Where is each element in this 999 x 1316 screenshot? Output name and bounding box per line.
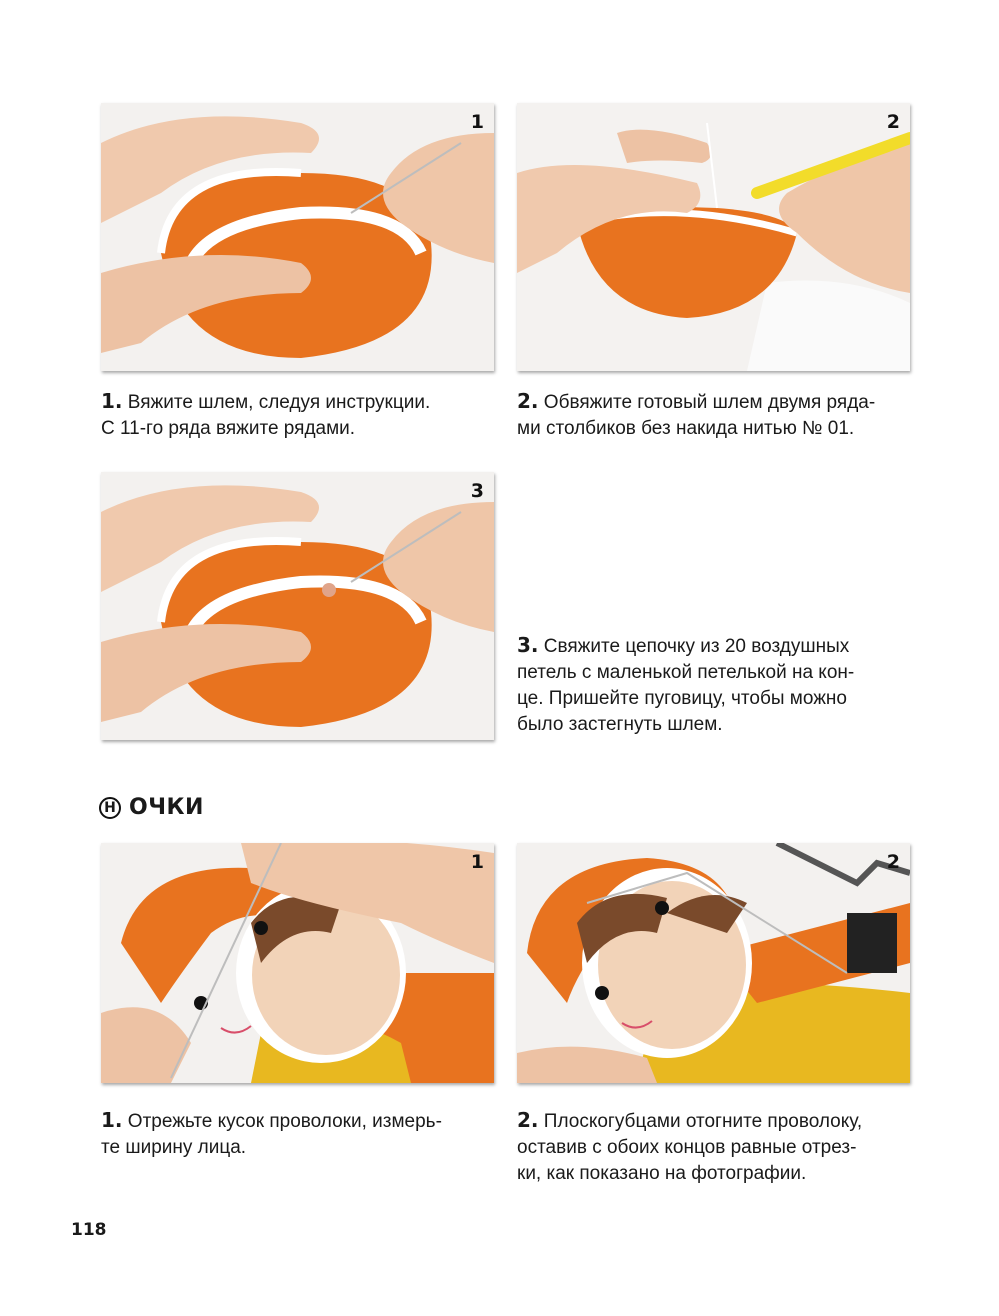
- caption-line: це. Пришейте пуговицу, чтобы можно: [517, 688, 847, 709]
- helmet-step-1-caption: [101, 388, 430, 442]
- glasses-step-2-caption: [517, 1107, 862, 1187]
- step-number: 2.: [517, 1108, 539, 1132]
- photo-illustration: [101, 472, 494, 740]
- helmet-step-3-caption: [517, 632, 854, 738]
- step-number: 1.: [101, 389, 123, 413]
- section-title: ОЧКИ: [129, 795, 204, 820]
- photo-step-number: 1: [470, 851, 484, 873]
- glasses-step-1-caption: [101, 1107, 442, 1161]
- photo-step-number: 3: [470, 480, 484, 502]
- photo-step-number: 2: [886, 851, 900, 873]
- caption-line: было застегнуть шлем.: [517, 714, 723, 735]
- step-number: 1.: [101, 1108, 123, 1132]
- photo-illustration: [101, 843, 494, 1083]
- caption-line: ки, как показано на фотографии.: [517, 1163, 807, 1184]
- helmet-photo-3: [101, 472, 494, 740]
- caption-line: С 11-го ряда вяжите рядами.: [101, 418, 356, 439]
- caption-line: Плоскогубцами отогните проволоку,: [543, 1111, 863, 1132]
- caption-line: Свяжите цепочку из 20 воздушных: [543, 636, 850, 657]
- photo-step-number: 2: [886, 111, 900, 133]
- caption-line: Вяжите шлем, следуя инструкции.: [127, 392, 431, 413]
- caption-line: Обвяжите готовый шлем двумя ряда-: [543, 392, 876, 413]
- step-number: 3.: [517, 633, 539, 657]
- helmet-photo-1: [101, 103, 494, 371]
- page-number: 118: [71, 1220, 107, 1240]
- caption-line: ми столбиков без накида нитью № 01.: [517, 418, 855, 439]
- helmet-step-2-caption: [517, 388, 875, 442]
- caption-line: Отрежьте кусок проволоки, измерь-: [127, 1111, 442, 1132]
- photo-illustration: [517, 843, 910, 1083]
- glasses-photo-2: [517, 843, 910, 1083]
- glasses-photo-1: [101, 843, 494, 1083]
- photo-illustration: [517, 103, 910, 371]
- photo-step-number: 1: [470, 111, 484, 133]
- caption-line: те ширину лица.: [101, 1137, 247, 1158]
- section-letter-badge: Н: [99, 797, 121, 819]
- caption-line: оставив с обоих концов равные отрез-: [517, 1137, 857, 1158]
- caption-line: петель с маленькой петелькой на кон-: [517, 662, 855, 683]
- section-heading: [99, 795, 204, 820]
- photo-illustration: [101, 103, 494, 371]
- step-number: 2.: [517, 389, 539, 413]
- helmet-photo-2: [517, 103, 910, 371]
